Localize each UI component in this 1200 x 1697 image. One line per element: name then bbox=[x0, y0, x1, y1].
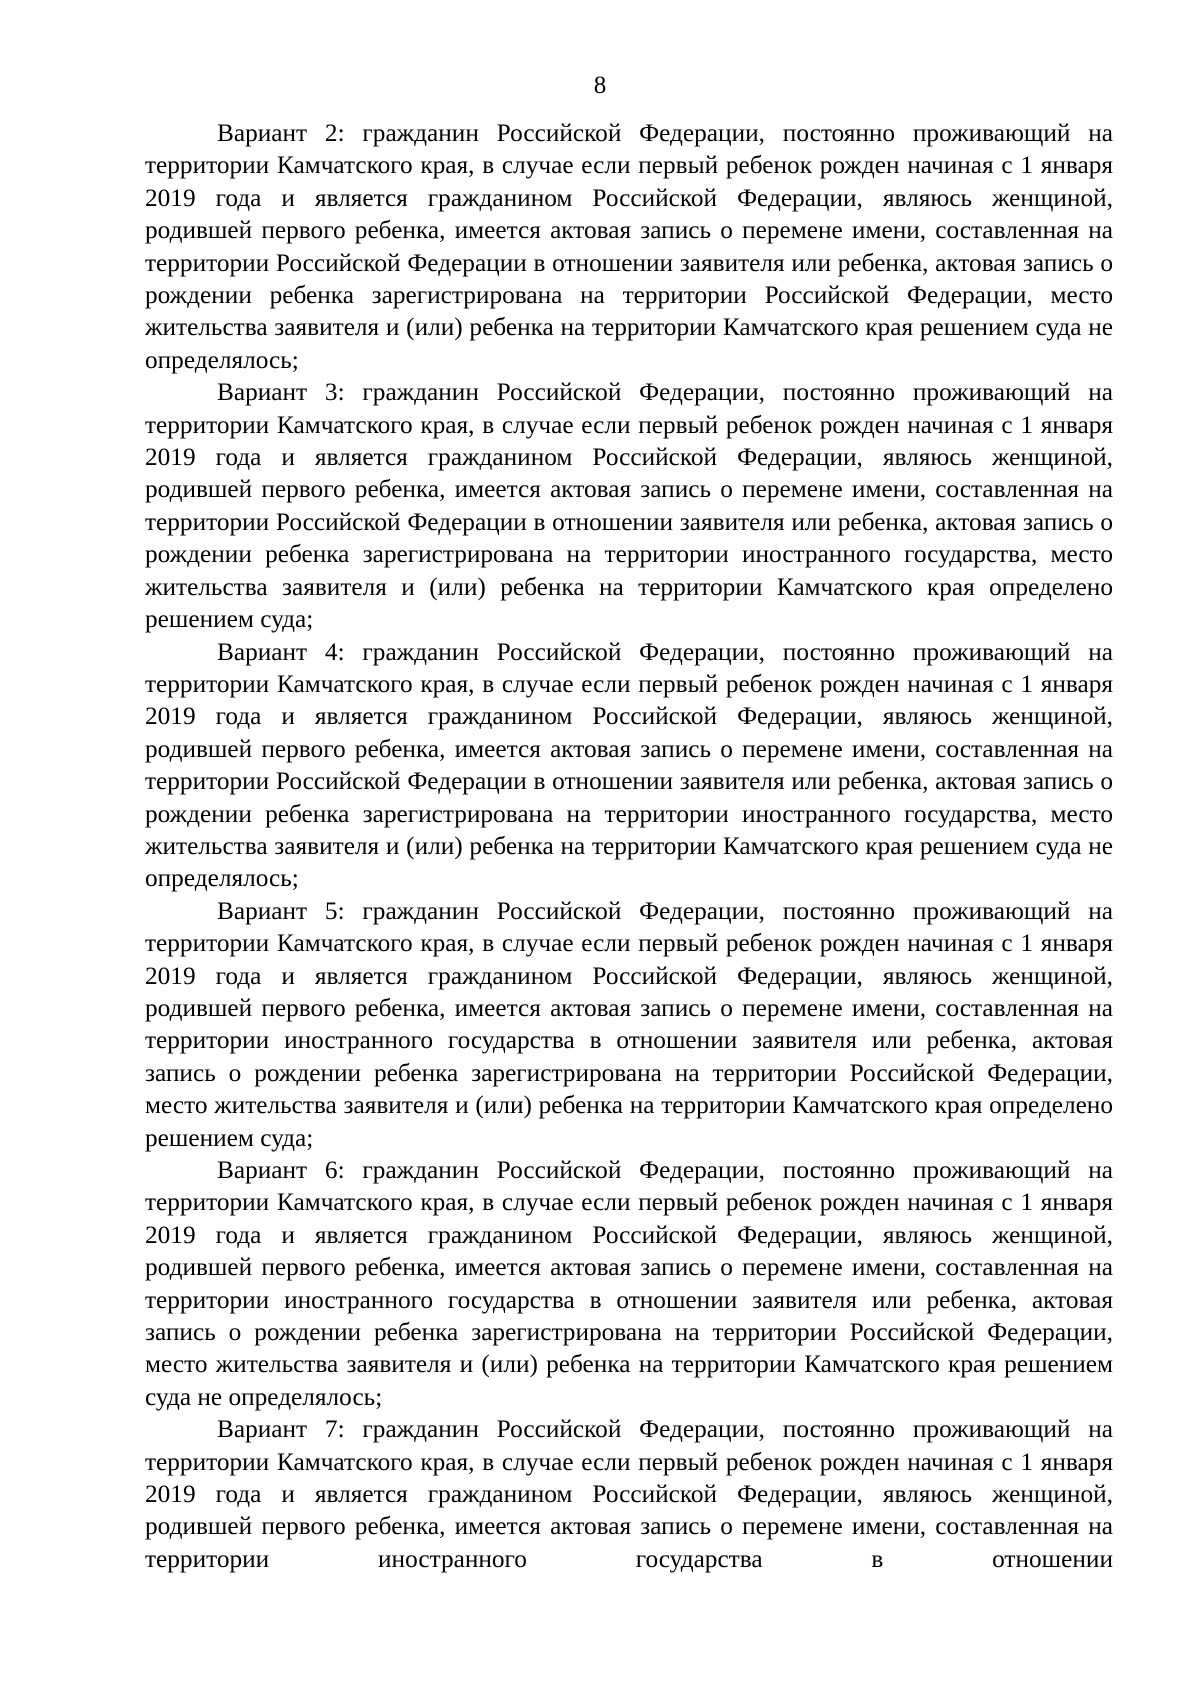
page-number: 8 bbox=[593, 72, 607, 99]
paragraph-variant-3: Вариант 3: гражданин Российской Федерации, постоянно проживающий на территории Камчатского края, в случае если первый ребенок рожден начиная с 1 января 2019 года и является гражданином Российской Федерации, являюсь женщиной, родившей первого ребенка, имеется актовая запись о перемене имени, составленная на территории Российской Федерации в отношении заявителя или ребенка, актовая запись о рождении ребенка зарегистрирована на территории иностранного государства, место жительства заявителя и (или) ребенка на территории Камчатского края определено решением суда; bbox=[145, 378, 1113, 634]
paragraph-variant-2: Вариант 2: гражданин Российской Федерации, постоянно проживающий на территории Камчатского края, в случае если первый ребенок рожден начиная с 1 января 2019 года и является гражданином Российской Федерации, являюсь женщиной, родившей первого ребенка, имеется актовая запись о перемене имени, составленная на территории Российской Федерации в отношении заявителя или ребенка, актовая запись о рождении ребенка зарегистрирована на территории Российской Федерации, место жительства заявителя и (или) ребенка на территории Камчатского края решением суда не определялось; bbox=[145, 119, 1113, 374]
paragraph-variant-7: Вариант 7: гражданин Российской Федерации, постоянно проживающий на территории Камчатского края, в случае если первый ребенок рожден начиная с 1 января 2019 года и является гражданином Российской Федерации, являюсь женщиной, родившей первого ребенка, имеется актовая запись о перемене имени, составленная на территории иностранного государства в отношении bbox=[145, 1415, 1113, 1573]
paragraph-variant-4: Вариант 4: гражданин Российской Федерации, постоянно проживающий на территории Камчатского края, в случае если первый ребенок рожден начиная с 1 января 2019 года и является гражданином Российской Федерации, являюсь женщиной, родившей первого ребенка, имеется актовая запись о перемене имени, составленная на территории Российской Федерации в отношении заявителя или ребенка, актовая запись о рождении ребенка зарегистрирована на территории иностранного государства, место жительства заявителя и (или) ребенка на территории Камчатского края решением суда не определялось; bbox=[145, 637, 1113, 893]
paragraph-variant-5: Вариант 5: гражданин Российской Федерации, постоянно проживающий на территории Камчатского края, в случае если первый ребенок рожден начиная с 1 января 2019 года и является гражданином Российской Федерации, являюсь женщиной, родившей первого ребенка, имеется актовая запись о перемене имени, составленная на территории иностранного государства в отношении заявителя или ребенка, актовая запись о рождении ребенка зарегистрирована на территории Российской Федерации, место жительства заявителя и (или) ребенка на территории Камчатского края определено решением суда; bbox=[145, 896, 1113, 1152]
document-body bbox=[145, 117, 1113, 1575]
paragraph-variant-6: Вариант 6: гражданин Российской Федерации, постоянно проживающий на территории Камчатского края, в случае если первый ребенок рожден начиная с 1 января 2019 года и является гражданином Российской Федерации, являюсь женщиной, родившей первого ребенка, имеется актовая запись о перемене имени, составленная на территории иностранного государства в отношении заявителя или ребенка, актовая запись о рождении ребенка зарегистрирована на территории Российской Федерации, место жительства заявителя и (или) ребенка на территории Камчатского края решением суда не определялось; bbox=[145, 1156, 1113, 1411]
